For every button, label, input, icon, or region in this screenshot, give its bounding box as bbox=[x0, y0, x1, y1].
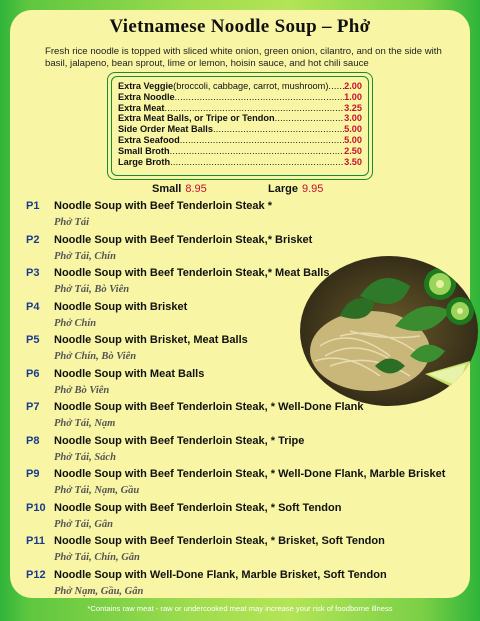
item-name: Noodle Soup with Beef Tenderloin Steak, * Well-Done Flank, Marble Brisket bbox=[54, 468, 446, 480]
extra-item-name: Extra Seafood bbox=[118, 134, 180, 145]
item-code: P5 bbox=[26, 334, 40, 346]
dot-leader bbox=[175, 92, 344, 103]
item-vietnamese-name: Phở Tái, Chín, Gân bbox=[54, 552, 140, 563]
extra-item bbox=[118, 157, 362, 168]
item-code: P3 bbox=[26, 267, 40, 279]
item-code: P10 bbox=[26, 501, 46, 514]
dot-leader bbox=[170, 146, 345, 157]
item-code: P12 bbox=[26, 568, 46, 581]
extra-item-price: 5.00 bbox=[344, 134, 362, 145]
item-name: Noodle Soup with Beef Tenderloin Steak, * Tripe bbox=[54, 434, 305, 447]
extra-item-price: 3.50 bbox=[344, 156, 362, 167]
extra-item-name: Large Broth bbox=[118, 156, 171, 167]
pho-bowl-image bbox=[300, 256, 478, 406]
item-code: P2 bbox=[26, 233, 40, 246]
item-vietnamese-name: Phở Nạm, Gầu, Gân bbox=[54, 585, 144, 597]
item-vietnamese-name: Phở Tái, Bò Viên bbox=[54, 284, 130, 295]
item-vietnamese-name: Phở Tái, Chín bbox=[54, 250, 116, 262]
large-label: Large bbox=[268, 183, 298, 195]
item-code: P11 bbox=[26, 535, 45, 547]
extra-item bbox=[118, 103, 362, 114]
dot-leader bbox=[328, 81, 344, 92]
extra-item-price: 3.00 bbox=[344, 113, 362, 124]
item-vietnamese-name: Phở Tái, Gân bbox=[54, 518, 114, 530]
item-name: Noodle Soup with Meat Balls bbox=[54, 367, 205, 380]
extra-item bbox=[118, 81, 362, 92]
item-name: Noodle Soup with Beef Tenderloin Steak, * Well-Done Flank bbox=[54, 401, 364, 413]
extra-item-price: 3.25 bbox=[344, 102, 362, 113]
extra-item bbox=[118, 135, 362, 146]
extras-list bbox=[111, 76, 369, 176]
item-vietnamese-name: Phở Bò Viên bbox=[54, 384, 110, 396]
dot-leader bbox=[170, 157, 344, 168]
extra-item-price: 1.00 bbox=[344, 91, 362, 102]
extra-item-price: 2.00 bbox=[344, 81, 362, 91]
item-name: Noodle Soup with Beef Tenderloin Steak * bbox=[54, 200, 272, 212]
item-code: P9 bbox=[26, 468, 40, 480]
extra-item-name: Extra Noodle bbox=[118, 91, 175, 102]
extra-item-price: 5.00 bbox=[344, 124, 362, 135]
small-label: Small bbox=[152, 183, 182, 195]
item-name: Noodle Soup with Brisket, Meat Balls bbox=[54, 334, 248, 346]
small-size-price bbox=[152, 183, 207, 195]
item-vietnamese-name: Phở Chín bbox=[54, 317, 97, 329]
extra-item bbox=[118, 113, 362, 124]
extra-item-price: 2.50 bbox=[344, 145, 362, 156]
item-vietnamese-name: Phở Tái bbox=[54, 217, 90, 228]
item-name: Noodle Soup with Beef Tenderloin Steak,* Brisket bbox=[54, 233, 313, 246]
item-code: P4 bbox=[26, 300, 40, 313]
item-vietnamese-name: Phở Tái, Sách bbox=[54, 451, 116, 463]
item-name: Noodle Soup with Beef Tenderloin Steak, * Soft Tendon bbox=[54, 501, 342, 514]
small-price: 8.95 bbox=[185, 183, 207, 195]
dot-leader bbox=[275, 113, 345, 124]
dot-leader bbox=[164, 103, 344, 114]
extra-item-name: Extra Veggie bbox=[118, 81, 174, 91]
extra-item-name: Extra Meat bbox=[118, 102, 165, 113]
item-name: Noodle Soup with Beef Tenderloin Steak, * Brisket, Soft Tendon bbox=[54, 535, 385, 547]
item-name: Noodle Soup with Brisket bbox=[54, 300, 188, 313]
page-title: Vietnamese Noodle Soup – Phở bbox=[109, 16, 371, 37]
extras-box bbox=[107, 72, 373, 180]
large-price: 9.95 bbox=[301, 183, 324, 195]
extra-item bbox=[118, 92, 362, 103]
intro-text: Fresh rice noodle is topped with sliced white onion, green onion, cilantro, and on the side with basil, jalapeno, bean sprout, lime or lemon, hoisin sauce, and hot chili sauce bbox=[45, 46, 442, 69]
extra-item-name: Side Order Meat Balls bbox=[118, 124, 213, 135]
item-code: P1 bbox=[26, 200, 40, 212]
item-name: Noodle Soup with Beef Tenderloin Steak,* Meat Balls bbox=[54, 267, 330, 279]
extra-item-name: Small Broth bbox=[118, 145, 170, 156]
item-vietnamese-name: Phở Tái, Nạm bbox=[54, 418, 116, 429]
item-vietnamese-name: Phở Tái, Nạm, Gầu bbox=[54, 485, 140, 496]
item-code: P7 bbox=[26, 401, 40, 413]
large-size-price bbox=[268, 183, 323, 195]
extra-item-note: (broccoli, cabbage, carrot, mushroom) bbox=[173, 81, 329, 91]
dot-leader bbox=[213, 124, 344, 135]
pho-bowl-photo bbox=[300, 256, 478, 406]
extra-item bbox=[118, 146, 362, 157]
item-code: P6 bbox=[26, 367, 40, 380]
item-name: Noodle Soup with Well-Done Flank, Marble Brisket, Soft Tendon bbox=[54, 568, 387, 581]
raw-meat-disclaimer: *Contains raw meat - raw or undercooked meat may increase your risk of foodborne illness bbox=[87, 604, 393, 613]
extra-item-name: Extra Meat Balls, or Tripe or Tendon bbox=[118, 113, 275, 124]
item-vietnamese-name: Phở Chín, Bò Viên bbox=[54, 351, 137, 362]
item-code: P8 bbox=[26, 434, 40, 447]
dot-leader bbox=[180, 135, 344, 146]
extra-item bbox=[118, 124, 362, 135]
